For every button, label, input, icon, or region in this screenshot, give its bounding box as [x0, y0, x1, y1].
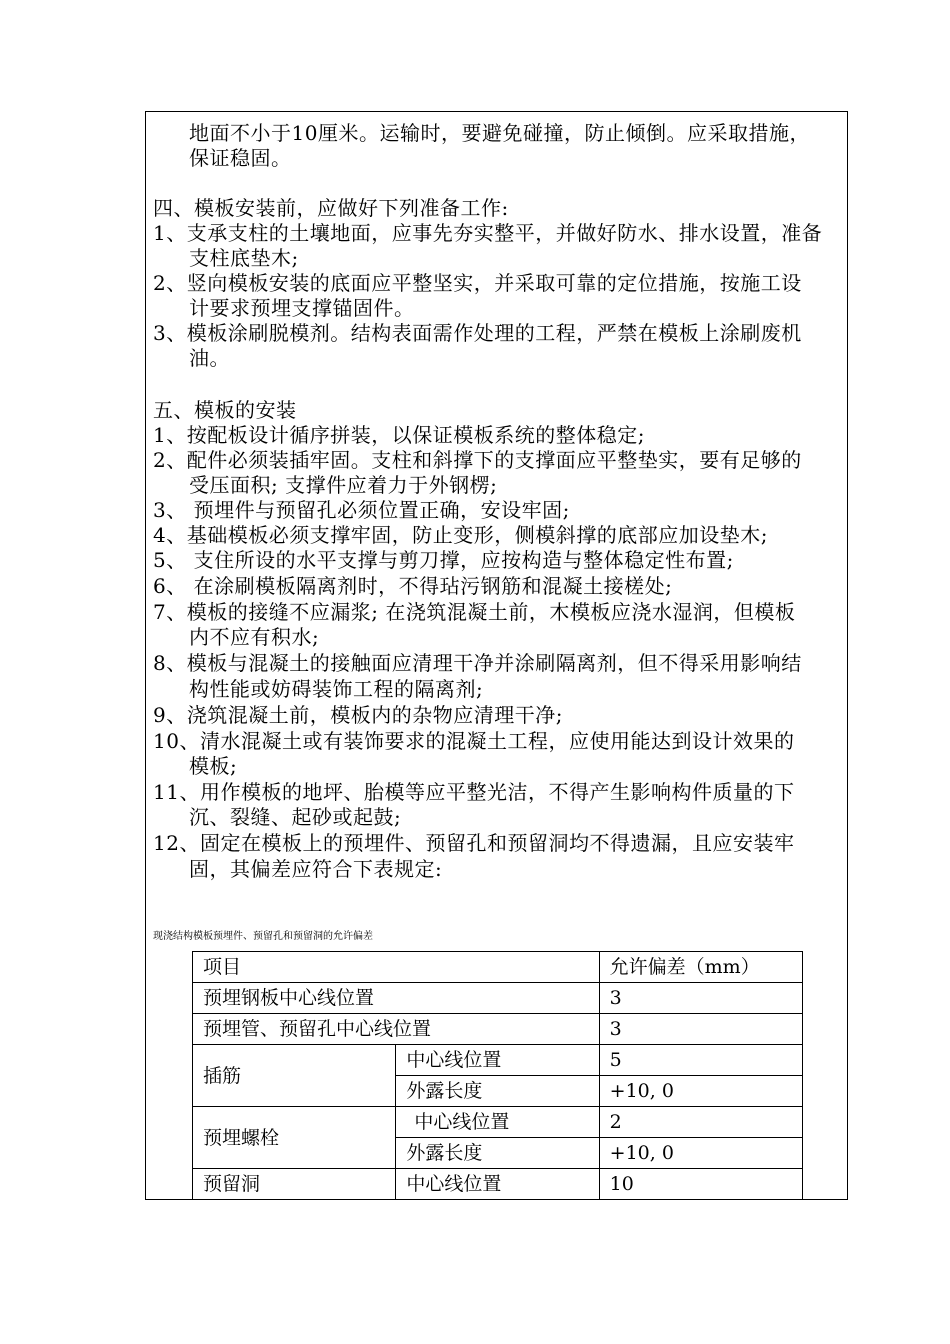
- body-line: 3、模板涂刷脱模剂。结构表面需作处理的工程，严禁在模板上涂刷废机: [153, 321, 802, 345]
- body-line: 1、支承支柱的土壤地面，应事先夯实整平，并做好防水、排水设置，准备: [153, 221, 823, 245]
- value-cell: 3: [599, 1014, 802, 1045]
- section-heading: 四、模板安装前，应做好下列准备工作:: [153, 196, 509, 220]
- body-line: 保证稳固。: [189, 146, 292, 170]
- sub-item-cell: 外露长度: [396, 1076, 599, 1107]
- item-cell: 预埋管、预留孔中心线位置: [193, 1014, 600, 1045]
- table-row: [193, 1014, 803, 1045]
- body-line: 11、用作模板的地坪、胎模等应平整光洁，不得产生影响构件质量的下: [153, 780, 795, 804]
- sub-item-cell: 中心线位置: [396, 1169, 599, 1200]
- value-cell: 2: [599, 1107, 802, 1138]
- item-cell: 预埋螺栓: [193, 1107, 396, 1169]
- value-cell: 10: [599, 1169, 802, 1200]
- table-row: [193, 1107, 803, 1138]
- body-line: 构性能或妨碍装饰工程的隔离剂;: [189, 677, 484, 701]
- table-row: [193, 1169, 803, 1200]
- deviation-table: [192, 951, 803, 1200]
- value-cell: 5: [599, 1045, 802, 1076]
- item-cell: 预埋钢板中心线位置: [193, 983, 600, 1014]
- value-cell: +10, 0: [599, 1138, 802, 1169]
- body-line: 3、 预埋件与预留孔必须位置正确，安设牢固;: [153, 498, 570, 522]
- value-cell: 3: [599, 983, 802, 1014]
- section-heading: 五、模板的安装: [153, 398, 297, 422]
- body-line: 2、配件必须装插牢固。支柱和斜撑下的支撑面应平整垫实，要有足够的: [153, 448, 802, 472]
- sub-item-cell: 外露长度: [396, 1138, 599, 1169]
- body-line: 地面不小于10厘米。运输时，要避免碰撞，防止倾倒。应采取措施，: [189, 121, 810, 145]
- sub-item-cell: 中心线位置: [396, 1045, 599, 1076]
- body-line: 2、竖向模板安装的底面应平整坚实，并采取可靠的定位措施，按施工设: [153, 271, 802, 295]
- body-line: 油。: [189, 346, 230, 370]
- body-line: 受压面积; 支撑件应着力于外钢楞;: [189, 473, 498, 497]
- body-line: 8、模板与混凝土的接触面应清理干净并涂刷隔离剂，但不得采用影响结: [153, 651, 802, 675]
- body-line: 沉、裂缝、起砂或起鼓;: [189, 805, 402, 829]
- body-line: 4、基础模板必须支撑牢固，防止变形，侧模斜撑的底部应加设垫木;: [153, 523, 768, 547]
- body-line: 计要求预埋支撑锚固件。: [189, 296, 415, 320]
- body-line: 支柱底垫木;: [189, 246, 299, 270]
- table-row: [193, 983, 803, 1014]
- body-line: 1、按配板设计循序拼装，以保证模板系统的整体稳定;: [153, 423, 645, 447]
- header-item-cell: 项目: [193, 952, 600, 983]
- sub-item-cell: 中心线位置: [396, 1107, 599, 1138]
- body-line: 5、 支住所设的水平支撑与剪刀撑，应按构造与整体稳定性布置;: [153, 548, 734, 572]
- body-line: 内不应有积水;: [189, 625, 320, 649]
- table-row: [193, 1045, 803, 1076]
- body-line: 9、浇筑混凝土前，模板内的杂物应清理干净;: [153, 703, 563, 727]
- body-line: 7、模板的接缝不应漏浆; 在浇筑混凝土前，木模板应浇水湿润，但模板: [153, 600, 796, 624]
- body-line: 模板;: [189, 754, 238, 778]
- value-cell: +10, 0: [599, 1076, 802, 1107]
- body-line: 6、 在涂刷模板隔离剂时，不得玷污钢筋和混凝土接槎处;: [153, 574, 673, 598]
- item-cell: 插筋: [193, 1045, 396, 1107]
- header-deviation-cell: 允许偏差（mm）: [599, 952, 802, 983]
- body-line: 12、固定在模板上的预埋件、预留孔和预留洞均不得遗漏，且应安装牢: [153, 831, 795, 855]
- table-header-row: [193, 952, 803, 983]
- body-line: 10、清水混凝土或有装饰要求的混凝土工程，应使用能达到设计效果的: [153, 729, 795, 753]
- table-caption: 现浇结构模板预埋件、预留孔和预留洞的允许偏差: [153, 931, 373, 942]
- body-line: 固，其偏差应符合下表规定:: [189, 857, 443, 881]
- item-cell: 预留洞: [193, 1169, 396, 1200]
